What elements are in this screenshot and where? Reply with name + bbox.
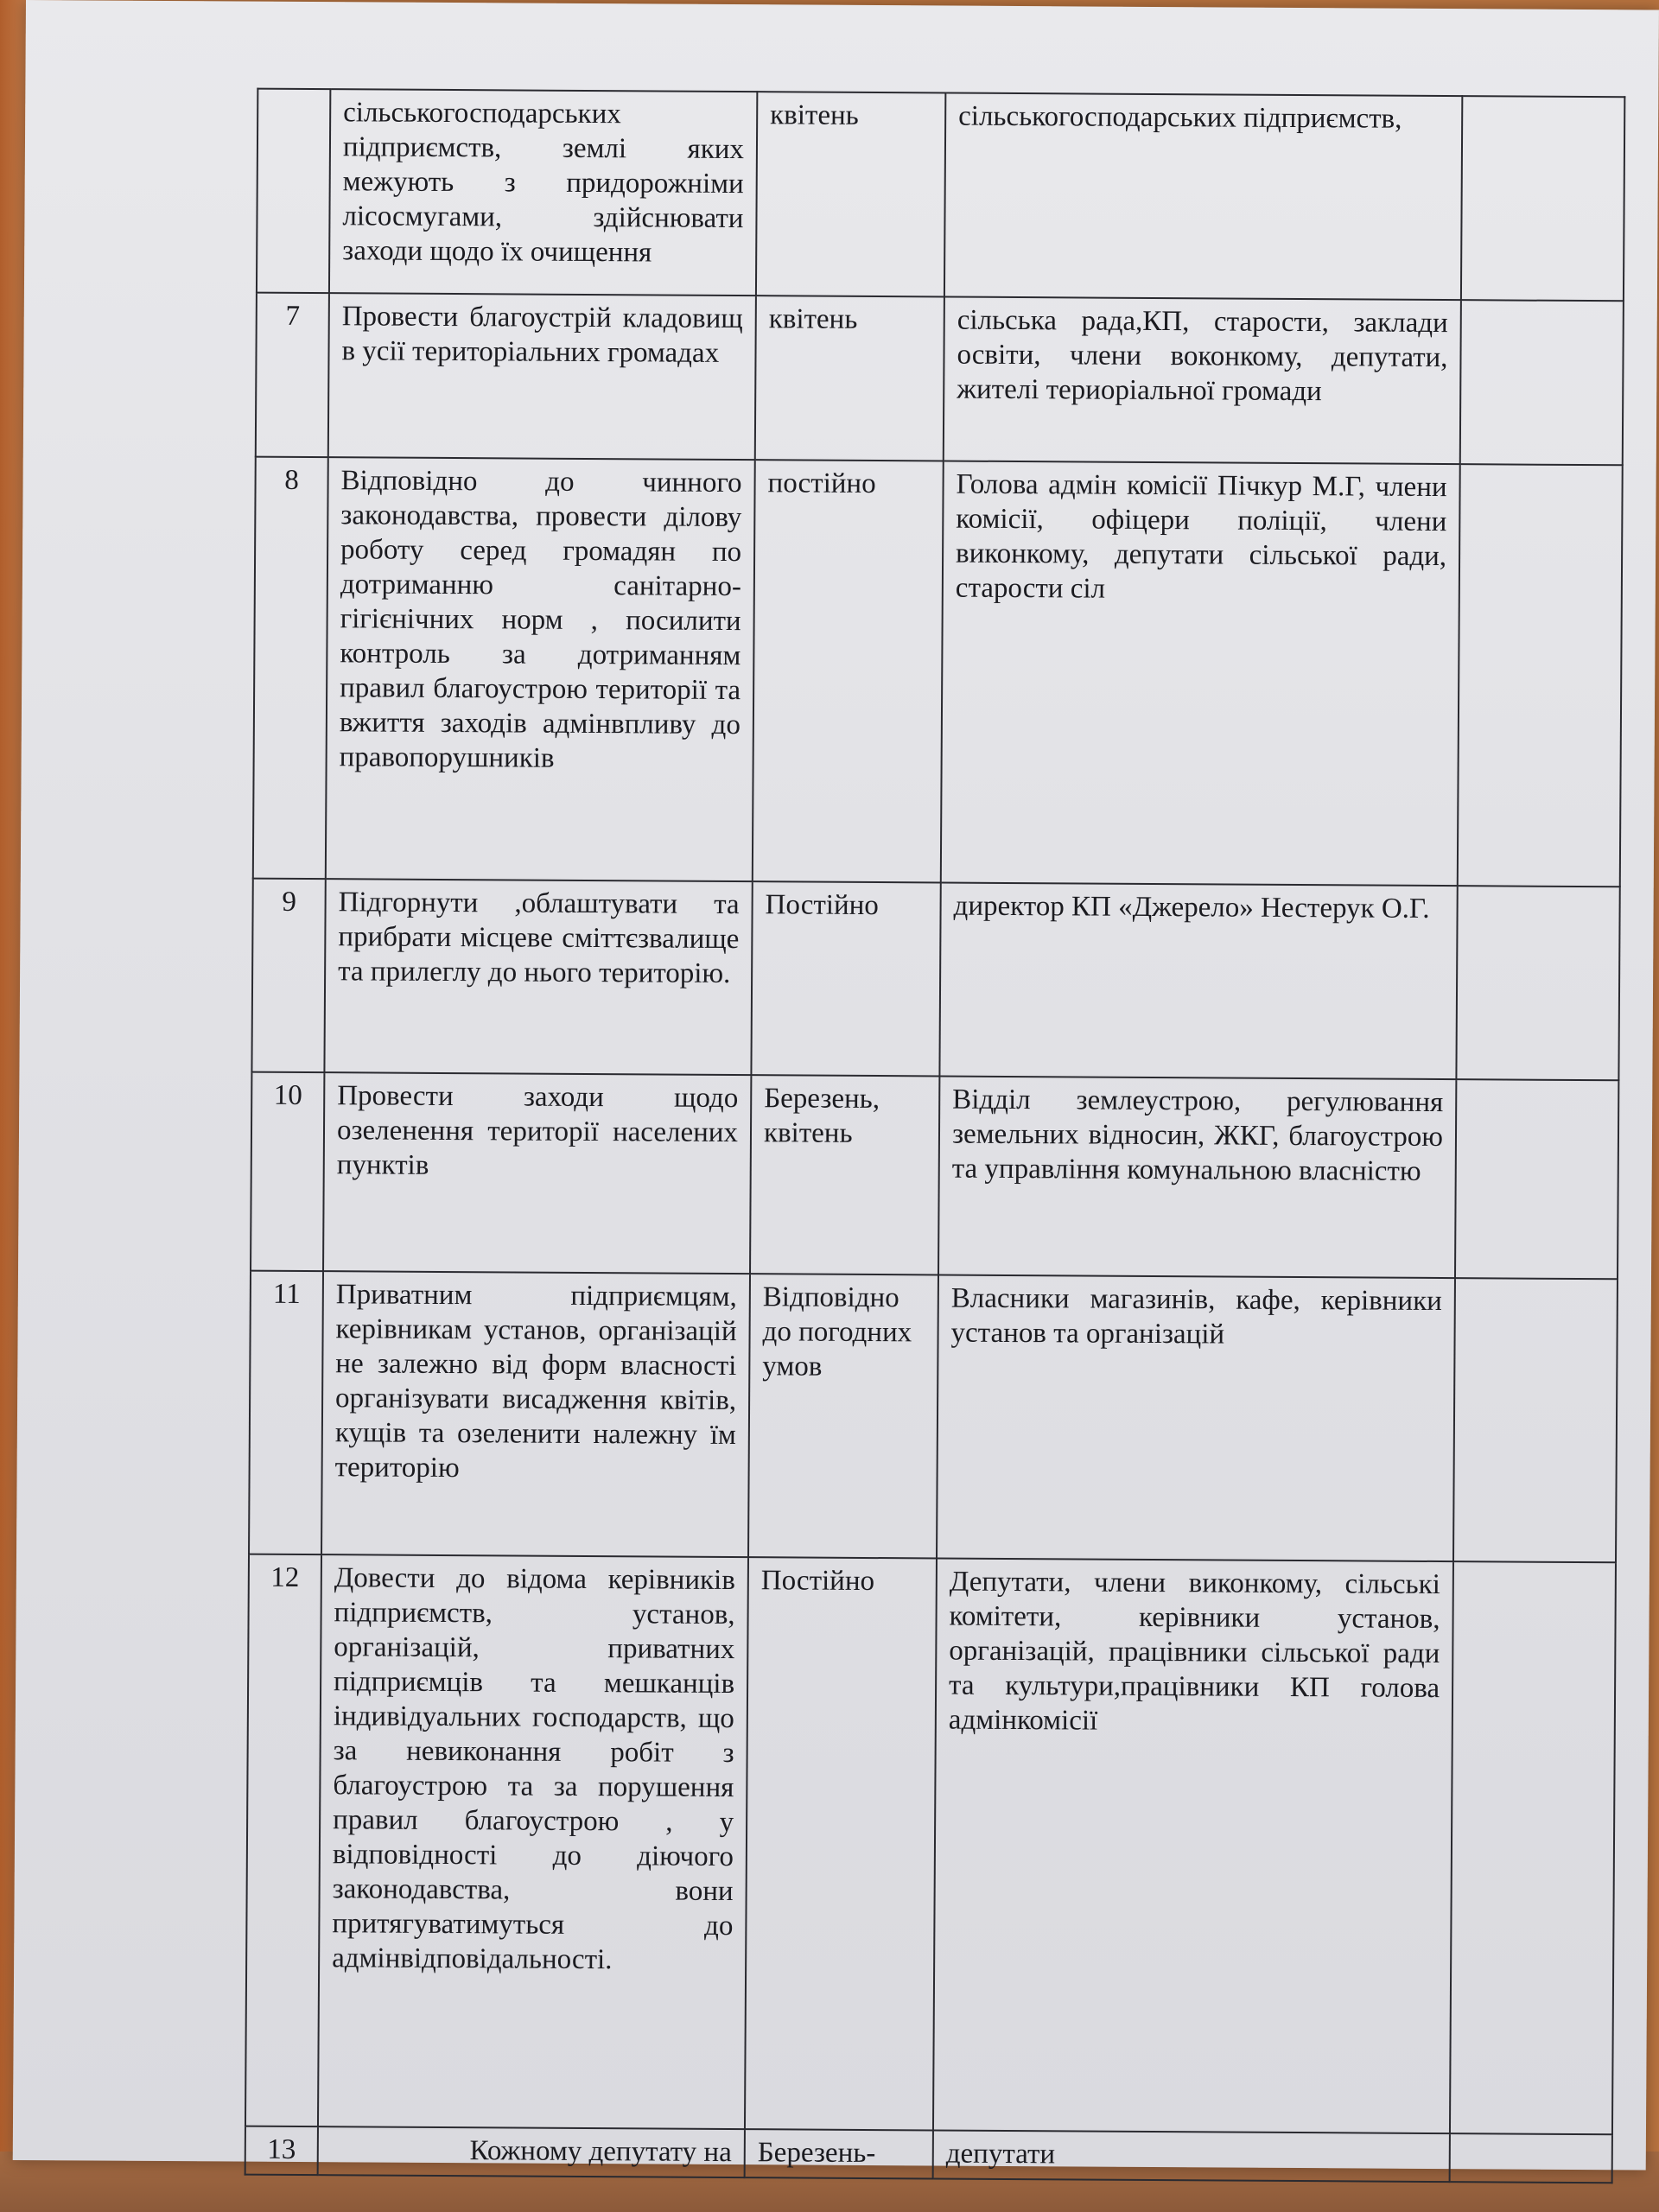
row-number: 9: [251, 879, 325, 1073]
row-number: 10: [251, 1072, 324, 1272]
empty-cell: [1458, 464, 1623, 887]
responsible-cell: депутати: [933, 2130, 1450, 2182]
responsible-cell: директор КП «Джерело» Нестерук О.Г.: [939, 882, 1457, 1079]
responsible-cell: сільська рада,КП, старости, заклади освіти, члени воконкому, депутати, жителі териоріальної громади: [944, 296, 1461, 464]
task-cell: Провести благоустрій кладовищ в усії територіальних громадах: [328, 293, 756, 460]
responsible-cell: сільськогосподарських підприємств,: [944, 93, 1462, 301]
table-row: [251, 879, 1619, 1081]
row-number: 8: [253, 457, 328, 880]
row-number: [257, 89, 330, 294]
table-row: [253, 457, 1623, 887]
empty-cell: [1460, 300, 1624, 465]
table-row: [257, 89, 1624, 302]
row-number: 12: [245, 1554, 321, 2127]
table-row: [245, 2126, 1612, 2183]
term-cell: квітень: [755, 296, 944, 461]
task-cell: Приватним підприємцям, керівникам установ, організацій не залежно від форм власності організувати висадження квітів, кущів та озеленити належну їм територію: [321, 1271, 750, 1557]
task-cell: Кожному депутату на: [318, 2126, 745, 2177]
responsible-cell: Голова адмін комісії Пічкур М.Г, члени комісії, офіцери поліції, члени виконкому, депутати сільської ради, старости сіл: [941, 461, 1460, 886]
task-cell: Провести заходи щодо озеленення території населених пунктів: [323, 1072, 751, 1274]
term-cell: Березень, квітень: [750, 1075, 939, 1274]
empty-cell: [1461, 96, 1624, 301]
responsible-cell: Відділ землеустрою, регулювання земельних відносин, ЖКГ, благоустрою та управління комунальною власністю: [938, 1076, 1456, 1278]
empty-cell: [1455, 1079, 1618, 1279]
table-row: [245, 1554, 1616, 2135]
term-cell: постійно: [753, 460, 944, 882]
empty-cell: [1453, 1278, 1618, 1562]
task-cell: Довести до відома керівників підприємств, установ, організацій, приватних підприємців та мешканців індивідуальних господарств, що за невиконання робіт з благоустрою та за порушення правил благоустрою , у відповідності до діючого законодавства, вони притягуватимуться до адмінвідповідальності.: [318, 1554, 748, 2129]
term-cell: Постійно: [745, 1557, 937, 2130]
empty-cell: [1450, 1561, 1616, 2134]
empty-cell: [1450, 2133, 1612, 2183]
row-number: 11: [249, 1271, 323, 1555]
task-cell: Підгорнути ,облаштувати та прибрати місцеве сміттєзвалище та прилеглу до нього територію.: [324, 879, 752, 1075]
term-cell: Березень-: [745, 2129, 933, 2178]
responsible-cell: Депутати, члени виконкому, сільські комітети, керівники установ, організацій, працівники сільської ради та культури,працівники КП голова адмінкомісії: [933, 1558, 1453, 2133]
term-cell: Постійно: [751, 881, 940, 1076]
empty-cell: [1456, 886, 1619, 1080]
table-row: [256, 293, 1624, 466]
document-page: [13, 0, 1659, 2170]
task-cell: Відповідно до чинного законодавства, провести ділову роботу серед громадян по дотриманню санітарно-гігієнічних норм , посилити контроль за дотриманням правил благоустрою території та вжиття заходів адмінвпливу до правопорушників: [326, 457, 755, 881]
row-number: 13: [245, 2126, 318, 2176]
table-row: [249, 1271, 1618, 1563]
term-cell: Відповідно до погодних умов: [748, 1274, 938, 1558]
task-cell: сільськогосподарських підприємств, землі яких межують з придорожніми лісосмугами, здійснювати заходи щодо їх очищення: [329, 89, 757, 296]
measures-table: [245, 88, 1626, 2184]
term-cell: квітень: [756, 92, 945, 296]
row-number: 7: [256, 293, 329, 458]
responsible-cell: Власники магазинів, кафе, керівники установ та організацій: [937, 1274, 1455, 1561]
table-row: [251, 1072, 1618, 1280]
